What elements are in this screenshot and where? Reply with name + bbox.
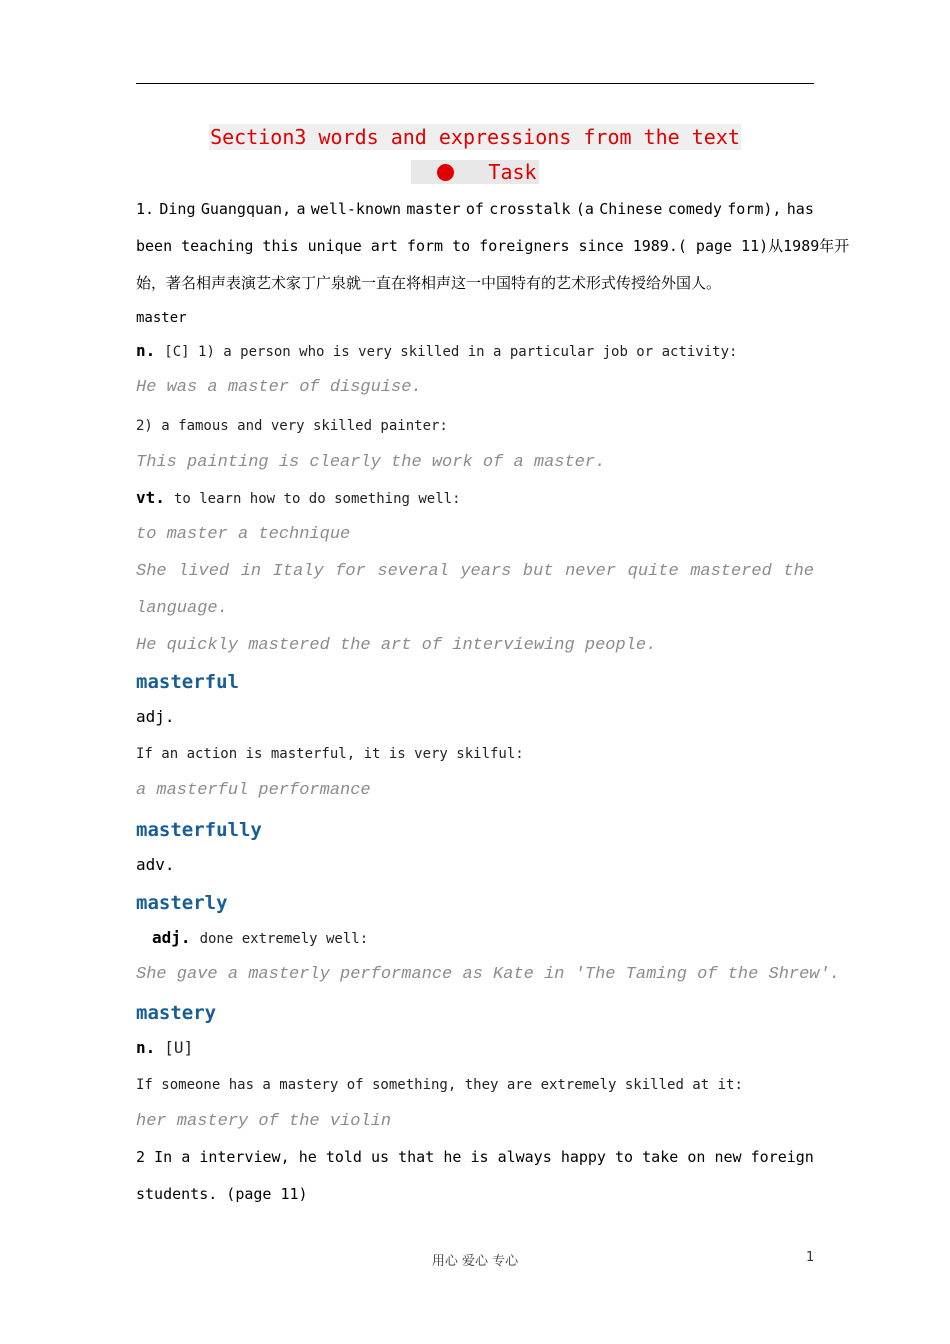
masterful-example: a masterful performance <box>136 781 371 800</box>
justified-word: in <box>240 562 262 581</box>
item1-line3-text: 始，著名相声表演艺术家丁广泉就一直在将相声这一中国特有的艺术形式传授给外国人。 <box>136 274 722 292</box>
item1-line1 <box>136 199 814 219</box>
header-rule <box>136 83 814 84</box>
master-verb-example1: to master a technique <box>136 525 351 544</box>
justified-word: but <box>522 562 554 581</box>
justified-word: has <box>786 200 814 218</box>
mastery-countability: [U] <box>164 1038 194 1057</box>
justified-word: happy <box>560 1148 606 1166</box>
justified-word: interview, <box>199 1148 290 1166</box>
justified-word: Chinese <box>599 200 663 218</box>
justified-word: Ding <box>159 200 196 218</box>
justified-word: mastered <box>690 562 772 581</box>
justified-word: lived <box>178 562 230 581</box>
justified-word: Italy <box>272 562 324 581</box>
master-noun-def1 <box>136 341 737 362</box>
mastery-def: If someone has a mastery of something, they are extremely skilled at it: <box>136 1077 743 1093</box>
item1-line3 <box>136 273 721 293</box>
item1-line2-text: been teaching this unique art form to foreigners since 1989.( page 11)从1989年开 <box>136 237 850 255</box>
justified-word: years <box>460 562 512 581</box>
justified-word: a <box>181 1148 191 1166</box>
masterful-pos: adj. <box>136 707 175 726</box>
justified-word: foreign <box>750 1148 814 1166</box>
justified-word: crosstalk <box>489 200 571 218</box>
justified-word: he <box>443 1148 462 1166</box>
bullet-dot-icon <box>437 164 454 181</box>
justified-word: (a <box>575 200 594 218</box>
masterfully-pos: adv. <box>136 855 175 874</box>
justified-word: never <box>565 562 617 581</box>
justified-word: 1. <box>136 200 155 218</box>
justified-word: to <box>615 1148 634 1166</box>
master-noun-example2: This painting is clearly the work of a master. <box>136 453 606 472</box>
justified-word: on <box>687 1148 706 1166</box>
item2-line2: students. (page 11) <box>136 1185 308 1203</box>
justified-word: is <box>470 1148 489 1166</box>
master-noun-example1: He was a master of disguise. <box>136 378 422 397</box>
justified-word: always <box>497 1148 552 1166</box>
justified-word: he <box>298 1148 317 1166</box>
master-verb-example2-line2: language. <box>136 599 228 618</box>
headword-masterly: masterly <box>136 892 228 914</box>
justified-word: new <box>714 1148 742 1166</box>
task-label: Task <box>488 160 537 184</box>
justified-word: comedy <box>667 200 722 218</box>
justified-word: Guangquan, <box>200 200 292 218</box>
mastery-example: her mastery of the violin <box>136 1112 392 1131</box>
page-number: 1 <box>806 1250 815 1265</box>
mastery-pos: n. <box>136 1038 156 1057</box>
justified-word: master <box>406 200 461 218</box>
justified-word: told <box>325 1148 362 1166</box>
masterly-example: She gave a masterly performance as Kate in 'The Taming of the Shrew'. <box>136 965 840 984</box>
footer-motto: 用心 爱心 专心 <box>431 1254 519 1269</box>
mastery-pos-line <box>136 1038 193 1058</box>
headword-master: master <box>136 310 187 326</box>
justified-word: a <box>296 200 306 218</box>
headword-mastery: mastery <box>136 1002 217 1024</box>
master-verb-example3: He quickly mastered the art of interviewing people. <box>136 636 657 655</box>
justified-word: quite <box>627 562 679 581</box>
master-verb-pos: vt. <box>136 488 165 507</box>
master-verb-example2-line1 <box>136 562 814 582</box>
master-verb-def <box>136 488 461 509</box>
justified-word: that <box>398 1148 435 1166</box>
masterly-def-text: done extremely well: <box>199 931 369 947</box>
master-noun-pos: n. <box>136 341 156 360</box>
masterly-def <box>152 928 368 949</box>
justified-word: us <box>371 1148 390 1166</box>
justified-word: In <box>154 1148 173 1166</box>
justified-word: the <box>783 562 814 581</box>
master-noun-def1-text: [C] 1) a person who is very skilled in a particular job or activity: <box>164 344 738 360</box>
section-title: Section3 words and expressions from the text <box>210 125 740 149</box>
section-title-wrap <box>0 124 950 150</box>
item1-line2 <box>136 236 849 256</box>
justified-word: for <box>335 562 366 581</box>
masterful-def: If an action is masterful, it is very skilful: <box>136 746 524 762</box>
task-heading <box>411 160 538 184</box>
justified-word: well-known <box>310 200 402 218</box>
justified-word: form), <box>727 200 782 218</box>
justified-word: several <box>377 562 449 581</box>
headword-masterfully: masterfully <box>136 819 262 841</box>
task-heading-wrap <box>0 160 950 185</box>
masterly-pos: adj. <box>152 928 191 947</box>
item2-line1 <box>136 1147 814 1167</box>
headword-masterful: masterful <box>136 671 239 693</box>
master-noun-def2: 2) a famous and very skilled painter: <box>136 418 448 434</box>
justified-word: take <box>642 1148 679 1166</box>
master-verb-def-text: to learn how to do something well: <box>173 491 461 507</box>
justified-word: 2 <box>136 1148 146 1166</box>
justified-word: of <box>465 200 484 218</box>
justified-word: She <box>136 562 167 581</box>
